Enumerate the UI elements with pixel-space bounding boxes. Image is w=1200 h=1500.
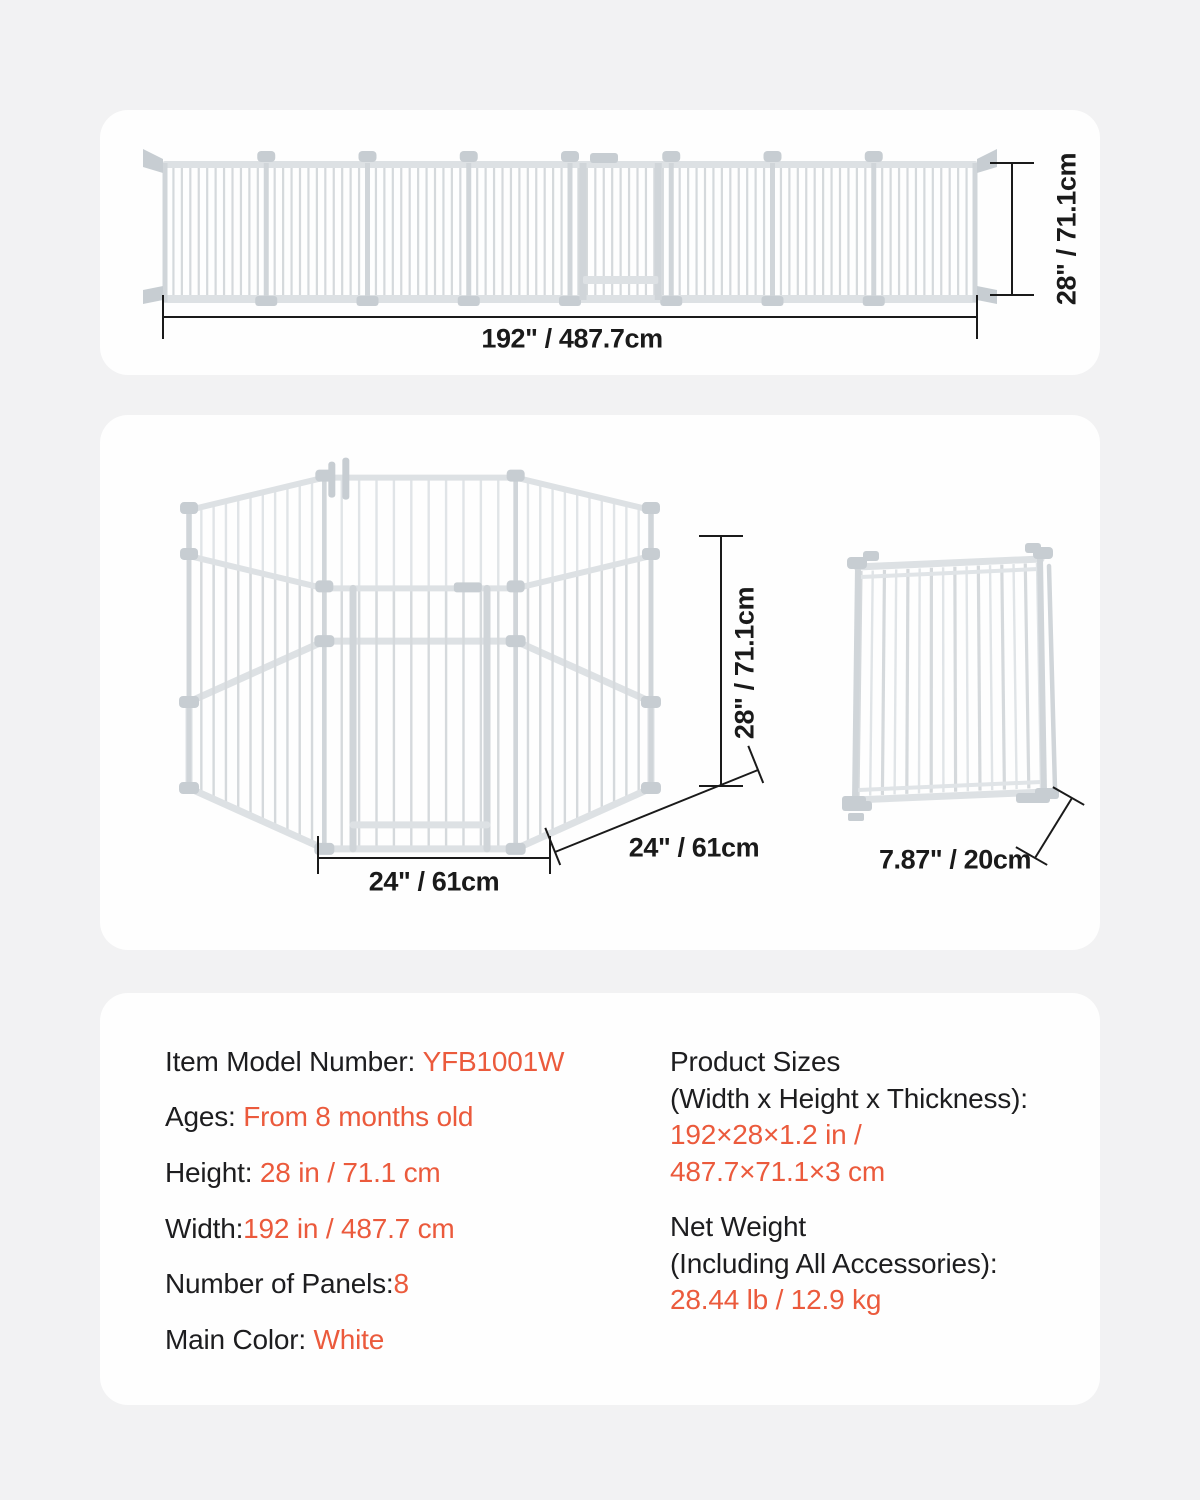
product-sizes-subtitle: (Width x Height x Thickness): — [670, 1082, 1028, 1114]
spec-row-color — [165, 1312, 564, 1368]
spec-row-panels — [165, 1256, 564, 1312]
net-weight-title: Net Weight — [670, 1211, 806, 1242]
spec-value: From 8 months old — [243, 1101, 474, 1133]
spec-label: Item Model Number: — [165, 1045, 423, 1077]
specs-left-column — [165, 1034, 564, 1368]
spec-label: Ages: — [165, 1101, 244, 1133]
net-weight-value: 28.44 lb / 12.9 kg — [670, 1284, 882, 1315]
flat-height-dimension-label: 28" / 71.1cm — [1051, 152, 1082, 306]
specs-right-column — [670, 993, 1100, 1405]
spec-label: Number of Panels: — [165, 1268, 394, 1300]
spec-value: White — [313, 1323, 385, 1355]
spec-value: 8 — [393, 1268, 409, 1300]
product-sizes-value-cm: 487.7×71.1×3 cm — [670, 1155, 885, 1187]
specifications-card — [100, 993, 1100, 1405]
flat-width-dimension-label: 192" / 487.7cm — [481, 323, 663, 354]
net-weight-block — [670, 1209, 997, 1319]
playpen-diagram-card — [100, 415, 1100, 950]
product-sizes-value-in: 192×28×1.2 in / — [670, 1119, 862, 1150]
product-sizes-title: Product Sizes — [670, 1046, 841, 1077]
spec-row-model — [165, 1034, 564, 1090]
product-sizes-block — [670, 1044, 1028, 1190]
spec-label: Height: — [165, 1156, 260, 1188]
pen-side-width-dimension-label: 24" / 61cm — [628, 832, 760, 863]
spec-row-ages — [165, 1090, 564, 1146]
pen-front-width-dimension-label: 24" / 61cm — [368, 866, 500, 897]
spec-label: Width: — [165, 1212, 244, 1244]
spec-row-width — [165, 1201, 564, 1257]
folded-thickness-dimension-label: 7.87" / 20cm — [878, 844, 1032, 875]
net-weight-subtitle: (Including All Accessories): — [670, 1247, 998, 1279]
spec-label: Main Color: — [165, 1323, 314, 1355]
spec-row-height — [165, 1145, 564, 1201]
spec-value: YFB1001W — [422, 1045, 565, 1077]
spec-value: 192 in / 487.7 cm — [243, 1212, 455, 1244]
pen-height-dimension-label: 28" / 71.1cm — [729, 586, 760, 740]
spec-value: 28 in / 71.1 cm — [259, 1156, 441, 1188]
flat-gate-diagram-card — [100, 110, 1100, 375]
